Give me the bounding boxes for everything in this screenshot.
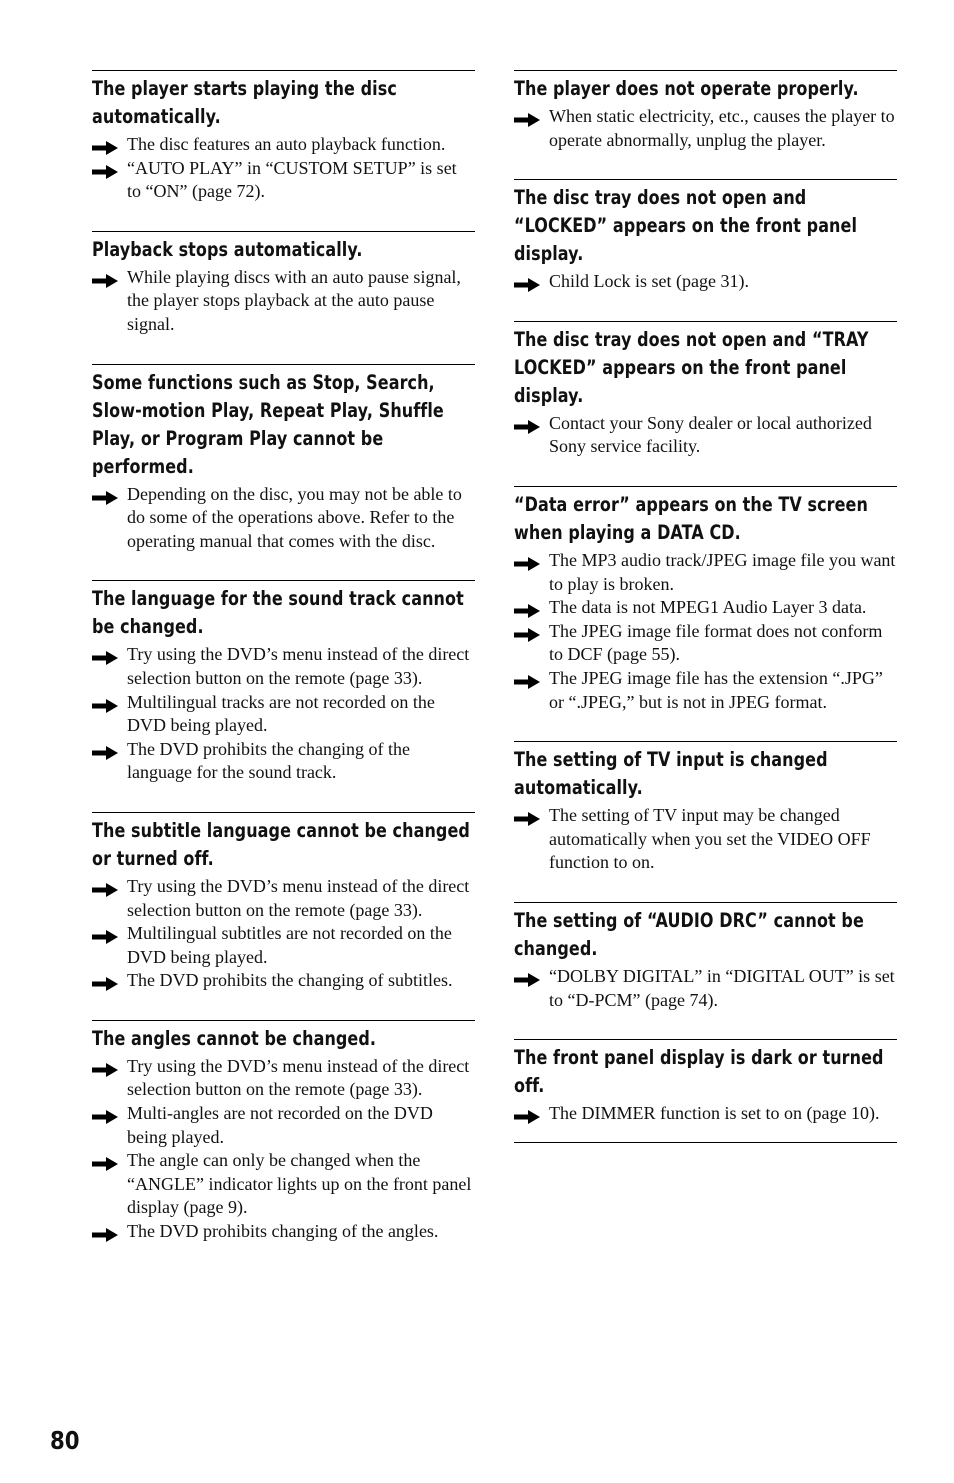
remedy-item xyxy=(92,1220,475,1244)
remedy-text: The data is not MPEG1 Audio Layer 3 data. xyxy=(549,597,867,618)
trouble-section xyxy=(92,812,475,993)
arrow-right-icon xyxy=(92,743,118,757)
remedy-item xyxy=(514,667,897,714)
trouble-section xyxy=(514,70,897,152)
remedy-item xyxy=(514,105,897,152)
remedy-item xyxy=(92,1149,475,1220)
remedy-item xyxy=(92,875,475,922)
trouble-section xyxy=(514,1039,897,1143)
remedy-item xyxy=(92,483,475,554)
remedy-item xyxy=(92,1102,475,1149)
remedy-text: The JPEG image file has the extension “.JPG” or “.JPEG,” but is not in JPEG format. xyxy=(549,667,883,712)
arrow-right-icon xyxy=(92,271,118,285)
arrow-right-icon xyxy=(514,672,540,686)
remedy-item xyxy=(514,804,897,875)
section-heading: The angles cannot be changed. xyxy=(92,1026,377,1050)
remedy-text: Contact your Sony dealer or local authorized Sony service facility. xyxy=(549,412,872,457)
remedy-list xyxy=(92,133,475,204)
remedy-list xyxy=(92,1055,475,1244)
section-heading: Playback stops automatically. xyxy=(92,237,363,261)
arrow-right-icon xyxy=(92,1225,118,1239)
section-heading: The player starts playing the disc automatically. xyxy=(92,77,397,128)
trouble-section xyxy=(514,486,897,714)
remedy-text: Depending on the disc, you may not be able to do some of the operations above. Refer to the operating manual that comes with the disc. xyxy=(127,483,462,551)
remedy-item xyxy=(514,270,897,294)
remedy-text: Child Lock is set (page 31). xyxy=(549,271,749,292)
remedy-list xyxy=(92,483,475,554)
remedy-list xyxy=(514,965,897,1012)
section-heading: The disc tray does not open and “LOCKED” appears on the front panel display. xyxy=(514,186,858,266)
arrow-right-icon xyxy=(514,1107,540,1121)
remedy-text: The MP3 audio track/JPEG image file you want to play is broken. xyxy=(549,549,896,594)
remedy-list xyxy=(514,804,897,875)
arrow-right-icon xyxy=(92,927,118,941)
section-heading: The setting of TV input is changed automatically. xyxy=(514,748,828,800)
remedy-text: Multi-angles are not recorded on the DVD being played. xyxy=(127,1103,433,1147)
remedy-item xyxy=(92,643,475,690)
remedy-text: “AUTO PLAY” in “CUSTOM SETUP” is set to “ON” (page 72). xyxy=(127,157,457,202)
arrow-right-icon xyxy=(92,696,118,710)
arrow-right-icon xyxy=(92,488,118,502)
remedy-item xyxy=(514,596,897,620)
remedy-text: The disc features an auto playback function. xyxy=(127,134,446,154)
remedy-list xyxy=(92,266,475,337)
trouble-section xyxy=(514,902,897,1012)
remedy-item xyxy=(514,1102,897,1126)
section-heading: The language for the sound track cannot be changed. xyxy=(92,587,464,639)
arrow-right-icon xyxy=(92,974,118,988)
remedy-item xyxy=(92,969,475,993)
arrow-right-icon xyxy=(92,1107,118,1121)
right-column xyxy=(514,70,897,1170)
remedy-list xyxy=(92,643,475,785)
arrow-right-icon xyxy=(514,110,540,124)
remedy-list xyxy=(514,1102,897,1126)
arrow-right-icon xyxy=(92,1060,118,1074)
remedy-item xyxy=(514,549,897,596)
trouble-section xyxy=(92,1020,475,1244)
trouble-section xyxy=(514,741,897,875)
arrow-right-icon xyxy=(92,162,118,176)
trouble-section xyxy=(92,231,475,337)
trouble-section xyxy=(92,364,475,554)
trouble-section xyxy=(92,580,475,785)
page-number: 80 xyxy=(50,1426,80,1455)
remedy-text: The JPEG image file format does not conform to DCF (page 55). xyxy=(549,620,883,665)
section-heading: The disc tray does not open and “TRAY LOCKED” appears on the front panel display. xyxy=(514,327,869,407)
remedy-text: Multilingual tracks are not recorded on the DVD being played. xyxy=(127,691,435,736)
section-heading: The front panel display is dark or turned off. xyxy=(514,1046,884,1098)
remedy-item xyxy=(92,691,475,738)
remedy-text: Multilingual subtitles are not recorded on the DVD being played. xyxy=(127,923,452,967)
section-heading: The subtitle language cannot be changed or turned off. xyxy=(92,818,470,870)
arrow-right-icon xyxy=(514,970,540,984)
section-heading: Some functions such as Stop, Search, Slow-motion Play, Repeat Play, Shuffle Play, or Program Play cannot be performed. xyxy=(92,370,444,478)
arrow-right-icon xyxy=(514,601,540,615)
remedy-text: Try using the DVD’s menu instead of the direct selection button on the remote (page 33). xyxy=(127,1055,470,1100)
remedy-item xyxy=(92,922,475,969)
remedy-item xyxy=(514,620,897,667)
remedy-text: The DIMMER function is set to on (page 10). xyxy=(549,1103,880,1124)
remedy-list xyxy=(92,875,475,993)
remedy-text: When static electricity, etc., causes the player to operate abnormally, unplug the player. xyxy=(549,106,895,150)
arrow-right-icon xyxy=(514,417,540,431)
remedy-item xyxy=(92,157,475,204)
left-column xyxy=(92,70,475,1271)
remedy-text: Try using the DVD’s menu instead of the direct selection button on the remote (page 33). xyxy=(127,644,470,688)
remedy-item xyxy=(92,133,475,157)
remedy-item xyxy=(92,1055,475,1102)
remedy-text: The DVD prohibits the changing of the language for the sound track. xyxy=(127,738,410,783)
arrow-right-icon xyxy=(514,809,540,823)
remedy-item xyxy=(514,965,897,1012)
arrow-right-icon xyxy=(514,625,540,639)
section-heading: The setting of “AUDIO DRC” cannot be changed. xyxy=(514,908,864,960)
remedy-item xyxy=(92,266,475,337)
trouble-section xyxy=(514,179,897,294)
remedy-text: The setting of TV input may be changed automatically when you set the VIDEO OFF function to on. xyxy=(549,805,871,873)
section-heading: The player does not operate properly. xyxy=(514,77,859,100)
remedy-list xyxy=(514,105,897,152)
remedy-list xyxy=(514,270,897,294)
remedy-text: The angle can only be changed when the “ANGLE” indicator lights up on the front panel display (page 9). xyxy=(127,1150,472,1218)
remedy-text: The DVD prohibits the changing of subtitles. xyxy=(127,970,453,991)
section-heading: “Data error” appears on the TV screen when playing a DATA CD. xyxy=(514,492,868,544)
arrow-right-icon xyxy=(92,880,118,894)
remedy-text: Try using the DVD’s menu instead of the direct selection button on the remote (page 33). xyxy=(127,875,470,920)
remedy-item xyxy=(514,412,897,459)
remedy-list xyxy=(514,549,897,714)
remedy-list xyxy=(514,412,897,459)
arrow-right-icon xyxy=(92,138,118,152)
arrow-right-icon xyxy=(514,554,540,568)
arrow-right-icon xyxy=(514,275,540,289)
remedy-text: The DVD prohibits changing of the angles. xyxy=(127,1221,439,1242)
arrow-right-icon xyxy=(92,1154,118,1168)
trouble-section xyxy=(92,70,475,204)
remedy-text: “DOLBY DIGITAL” in “DIGITAL OUT” is set to “D-PCM” (page 74). xyxy=(549,965,895,1010)
remedy-text: While playing discs with an auto pause signal, the player stops playback at the auto pause signal. xyxy=(127,266,461,334)
remedy-item xyxy=(92,738,475,785)
arrow-right-icon xyxy=(92,648,118,662)
trouble-section xyxy=(514,321,897,459)
